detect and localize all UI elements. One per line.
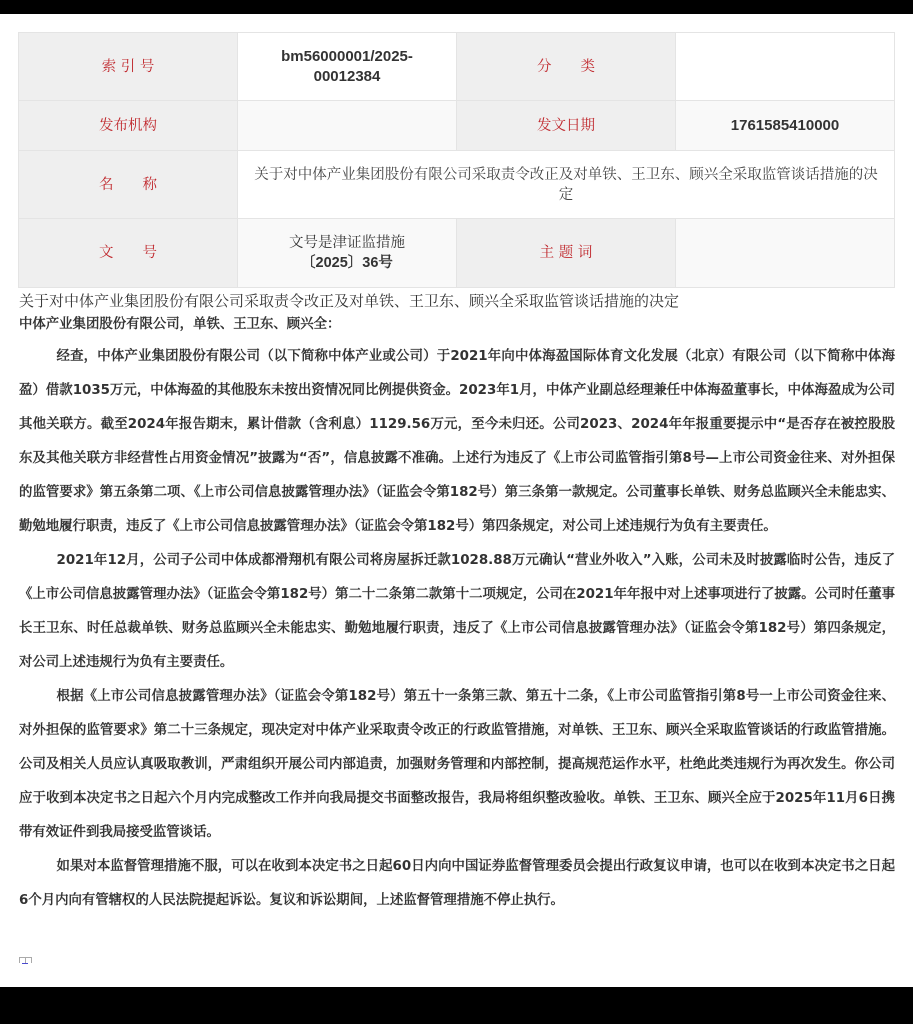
metadata-row — [19, 151, 895, 219]
publisher-label: 发布机构 — [19, 101, 238, 151]
body-paragraph: 根据《上市公司信息披露管理办法》（证监会令第182号）第五十一条第三款、第五十二条，《上市公司监管指引第8号一上市公司资金往来、对外担保的监管要求》第二十三条规定，现决定对中体产业采取责令改正的行政监管措施，对单铁、王卫东、顾兴全采取监管谈话的行政监管措施。公司及相关人员应认真吸取教训，严肃组织开展公司内部追责，加强财务管理和内部控制，提高规范运作水平，杜绝此类违规行为再次发生。你公司应于收到本决定书之日起六个月内完成整改工作并向我局提交书面整改报告，我局将组织整改验收。单铁、王卫东、顾兴全应于2025年11月6日携带有效证件到我局接受监管谈话。 — [19, 689, 895, 840]
top-black-bar — [0, 0, 913, 14]
document-body — [19, 313, 895, 918]
bottom-black-bar — [0, 987, 913, 1024]
metadata-row — [19, 219, 895, 288]
doc-number-value — [238, 219, 457, 288]
category-value — [676, 33, 895, 101]
publisher-value — [238, 101, 457, 151]
body-paragraph: 如果对本监督管理措施不服，可以在收到本决定书之日起60日内向中国证券监督管理委员会提出行政复议申请，也可以在收到本决定书之日起6个月内向有管辖权的人民法院提起诉讼。复议和诉讼期间，上述监督管理措施不停止执行。 — [19, 859, 895, 908]
doc-number-label: 文 号 — [19, 219, 238, 288]
body-paragraph: 经查，中体产业集团股份有限公司（以下简称中体产业或公司）于2021年向中体海盈国际体育文化发展（北京）有限公司（以下简称中体海盈）借款1035万元，中体海盈的其他股东未按出资情况同比例提供资金。2023年1月，中体产业副总经理兼任中体海盈董事长，中体海盈成为公司其他关联方。截至2024年报告期末，累计借款（含利息）1129.56万元，至今未归还。公司2023、2024年年报重要提示中“是否存在被控股股东及其他关联方非经营性占用资金情况”披露为“否”，信息披露不准确。上述行为违反了《上市公司监管指引第8号—上市公司资金往来、对外担保的监管要求》第五条第二项、《上市公司信息披露管理办法》（证监会令第182号）第三条第一款规定。公司董事长单铁、财务总监顾兴全未能忠实、勤勉地履行职责，违反了《上市公司信息披露管理办法》（证监会令第182号）第四条规定，对公司上述违规行为负有主要责任。 — [19, 349, 895, 534]
body-paragraph: 2021年12月，公司子公司中体成都滑翔机有限公司将房屋拆迁款1028.88万元确认“营业外收入”入账，公司未及时披露临时公告，违反了《上市公司信息披露管理办法》（证监会令第182号）第二十二条第二款第十二项规定，公司在2021年年报中对上述事项进行了披露。公司时任董事长王卫东、时任总裁单铁、财务总监顾兴全未能忠实、勤勉地履行职责，违反了《上市公司信息披露管理办法》（证监会令第182号）第四条规定，对公司上述违规行为负有主要责任。 — [19, 553, 895, 670]
metadata-table — [18, 32, 895, 288]
index-label: 索 引 号 — [19, 33, 238, 101]
doc-number-line1: 文号是津证监措施 — [289, 235, 405, 251]
date-value: 1761585410000 — [676, 101, 895, 151]
index-value: bm56000001/2025-00012384 — [238, 33, 457, 101]
category-label: 分 类 — [457, 33, 676, 101]
metadata-row — [19, 101, 895, 151]
metadata-row — [19, 33, 895, 101]
date-label: 发文日期 — [457, 101, 676, 151]
addressee: 中体产业集团股份有限公司，单铁、王卫东、顾兴全： — [19, 317, 341, 332]
broken-image-icon[interactable] — [19, 957, 31, 964]
document-title: 关于对中体产业集团股份有限公司采取责令改正及对单铁、王卫东、顾兴全采取监管谈话措施的决定 — [19, 292, 680, 310]
name-label: 名 称 — [19, 151, 238, 219]
name-value: 关于对中体产业集团股份有限公司采取责令改正及对单铁、王卫东、顾兴全采取监管谈话措施的决定 — [238, 151, 895, 219]
keywords-label: 主 题 词 — [457, 219, 676, 288]
doc-number-line2: 〔2025〕36号 — [301, 255, 393, 271]
keywords-value — [676, 219, 895, 288]
